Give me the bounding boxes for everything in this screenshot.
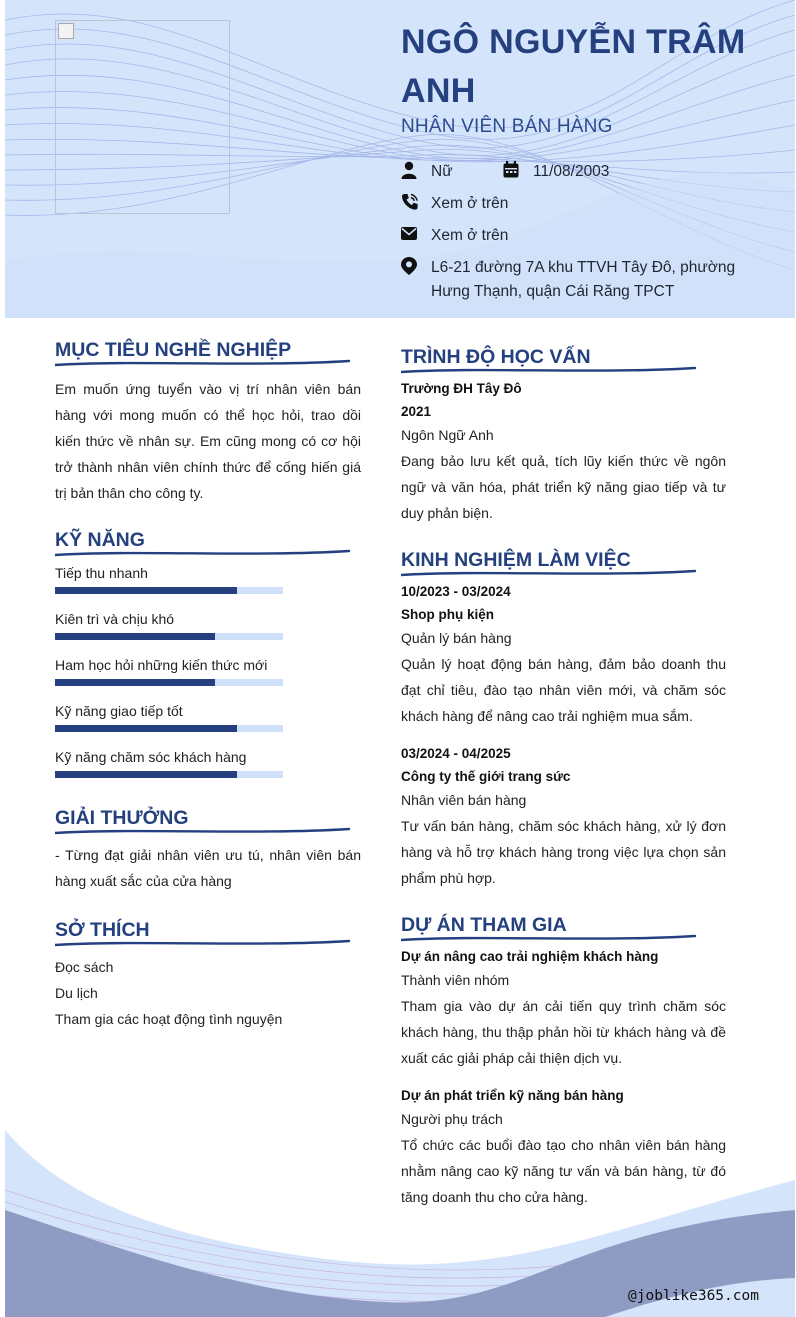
map-pin-icon: [401, 257, 419, 275]
skill-bar: [55, 587, 283, 594]
skill-label: Ham học hỏi những kiến thức mới: [55, 657, 268, 673]
objective-text: Em muốn ứng tuyển vào vị trí nhân viên bán hàng với mong muốn có thể học hỏi, trao dồi kiến thức về nhân sự. Em cũng mong có cơ hội trở thành nhân viên chính thức để cống hiến giá trị bản thân cho công ty.: [55, 381, 361, 501]
gender-value: Nữ: [431, 163, 453, 180]
skill-bar: [55, 633, 283, 640]
education-section: [401, 343, 726, 526]
school-name: Trường ĐH Tây Đô: [401, 381, 522, 396]
cv-page: [5, 0, 795, 1317]
job-title: NHÂN VIÊN BÁN HÀNG: [401, 116, 613, 137]
email-value: Xem ở trên: [431, 227, 509, 244]
title-underline: [401, 933, 697, 943]
experience-period: 10/2023 - 03/2024: [401, 584, 511, 599]
candidate-name: NGÔ NGUYỄN TRÂM ANH: [401, 23, 746, 110]
skill-bar: [55, 725, 283, 732]
title-underline: [55, 358, 351, 368]
projects-title: DỰ ÁN THAM GIA: [401, 914, 567, 936]
calendar-icon: [503, 161, 521, 179]
objective-title: MỤC TIÊU NGHỀ NGHIỆP: [55, 339, 292, 361]
project-name: Dự án nâng cao trải nghiệm khách hàng: [401, 949, 659, 964]
experience-description: Quản lý hoạt động bán hàng, đảm bảo doanh thu đạt chỉ tiêu, đào tạo nhân viên mới, và chăm sóc khách hàng để nâng cao trải nghiệm mua sắm.: [401, 656, 726, 724]
skill-bar-fill: [55, 633, 215, 640]
title-underline: [55, 826, 351, 836]
project-role: Thành viên nhóm: [401, 972, 510, 988]
major: Ngôn Ngữ Anh: [401, 427, 494, 443]
skill-bar: [55, 679, 283, 686]
skills-title: KỸ NĂNG: [55, 529, 145, 551]
project-description: Tham gia vào dự án cải tiến quy trình chăm sóc khách hàng, thu thập phản hồi từ khách hàng và đề xuất các giải pháp cải thiện dịch vụ.: [401, 998, 726, 1066]
skill-label: Kiên trì và chịu khó: [55, 611, 175, 627]
experience-section: [401, 546, 726, 891]
skill-item: [55, 654, 361, 686]
skill-item: [55, 700, 361, 732]
awards-text: - Từng đạt giải nhân viên ưu tú, nhân viên bán hàng xuất sắc của cửa hàng: [55, 847, 361, 889]
hobby-item: Đọc sách: [55, 959, 114, 975]
right-column: [401, 343, 726, 1210]
gender-row: [401, 160, 609, 184]
skill-bar-fill: [55, 679, 215, 686]
section-title: [401, 911, 726, 941]
email-row: [401, 224, 508, 248]
profile-photo: [55, 20, 230, 214]
skills-section: [55, 526, 361, 778]
skill-label: Tiếp thu nhanh: [55, 565, 148, 581]
section-title: [55, 336, 361, 366]
project-description: Tổ chức các buổi đào tạo cho nhân viên bán hàng nhằm nâng cao kỹ năng tư vấn và bán hàng, từ đó tăng doanh thu cho cửa hàng.: [401, 1137, 726, 1205]
experience-company: Shop phụ kiện: [401, 607, 494, 622]
experience-role: Quản lý bán hàng: [401, 630, 512, 646]
project-item: [401, 945, 726, 1071]
hobbies-list: [55, 954, 361, 1032]
skill-item: [55, 608, 361, 640]
section-title: [401, 343, 726, 373]
birthdate-value: 11/08/2003: [533, 163, 610, 180]
left-column: [55, 336, 361, 1032]
section-title: [55, 916, 361, 946]
skill-bar: [55, 771, 283, 778]
project-role: Người phụ trách: [401, 1111, 503, 1127]
education-description: Đang bảo lưu kết quả, tích lũy kiến thức về ngôn ngữ và văn hóa, phát triển kỹ năng giao tiếp và tư duy phản biện.: [401, 453, 726, 521]
skill-bar-fill: [55, 771, 237, 778]
title-underline: [55, 548, 351, 558]
graduation-year: 2021: [401, 404, 432, 419]
skills-list: [55, 562, 361, 778]
phone-row: [401, 192, 508, 216]
skill-bar-fill: [55, 725, 237, 732]
phone-value: Xem ở trên: [431, 195, 509, 212]
address-row: [401, 256, 746, 304]
skill-label: Kỹ năng giao tiếp tốt: [55, 703, 183, 719]
project-name: Dự án phát triển kỹ năng bán hàng: [401, 1088, 624, 1103]
title-underline: [401, 568, 697, 578]
hobby-item: Du lịch: [55, 985, 98, 1001]
person-icon: [401, 161, 419, 179]
header: [5, 0, 795, 318]
experience-item: [401, 742, 726, 891]
experience-item: [401, 580, 726, 729]
skill-item: [55, 562, 361, 594]
hobbies-title: SỞ THÍCH: [55, 919, 150, 941]
section-title: [55, 804, 361, 834]
title-underline: [55, 938, 351, 948]
hobbies-section: [55, 916, 361, 1032]
envelope-icon: [401, 225, 419, 243]
experience-period: 03/2024 - 04/2025: [401, 746, 511, 761]
experience-company: Công ty thế giới trang sức: [401, 769, 571, 784]
address-value: L6-21 đường 7A khu TTVH Tây Đô, phường Hưng Thạnh, quận Cái Răng TPCT: [431, 259, 736, 300]
awards-title: GIẢI THƯỞNG: [55, 807, 189, 829]
experience-role: Nhân viên bán hàng: [401, 792, 527, 808]
skill-item: [55, 746, 361, 778]
title-underline: [401, 365, 697, 375]
objective-section: [55, 336, 361, 506]
watermark: @joblike365.com: [628, 1288, 759, 1304]
experience-description: Tư vấn bán hàng, chăm sóc khách hàng, xử lý đơn hàng và hỗ trợ khách hàng trong việc lựa chọn sản phẩm phù hợp.: [401, 818, 726, 886]
education-title: TRÌNH ĐỘ HỌC VẤN: [401, 346, 591, 368]
section-title: [55, 526, 361, 556]
broken-image-icon: [58, 23, 74, 39]
awards-section: [55, 804, 361, 894]
skill-label: Kỹ năng chăm sóc khách hàng: [55, 749, 247, 765]
hobby-item: Tham gia các hoạt động tình nguyện: [55, 1011, 283, 1027]
phone-icon: [401, 193, 419, 211]
experience-title: KINH NGHIỆM LÀM VIỆC: [401, 549, 631, 571]
skill-bar-fill: [55, 587, 237, 594]
section-title: [401, 546, 726, 576]
